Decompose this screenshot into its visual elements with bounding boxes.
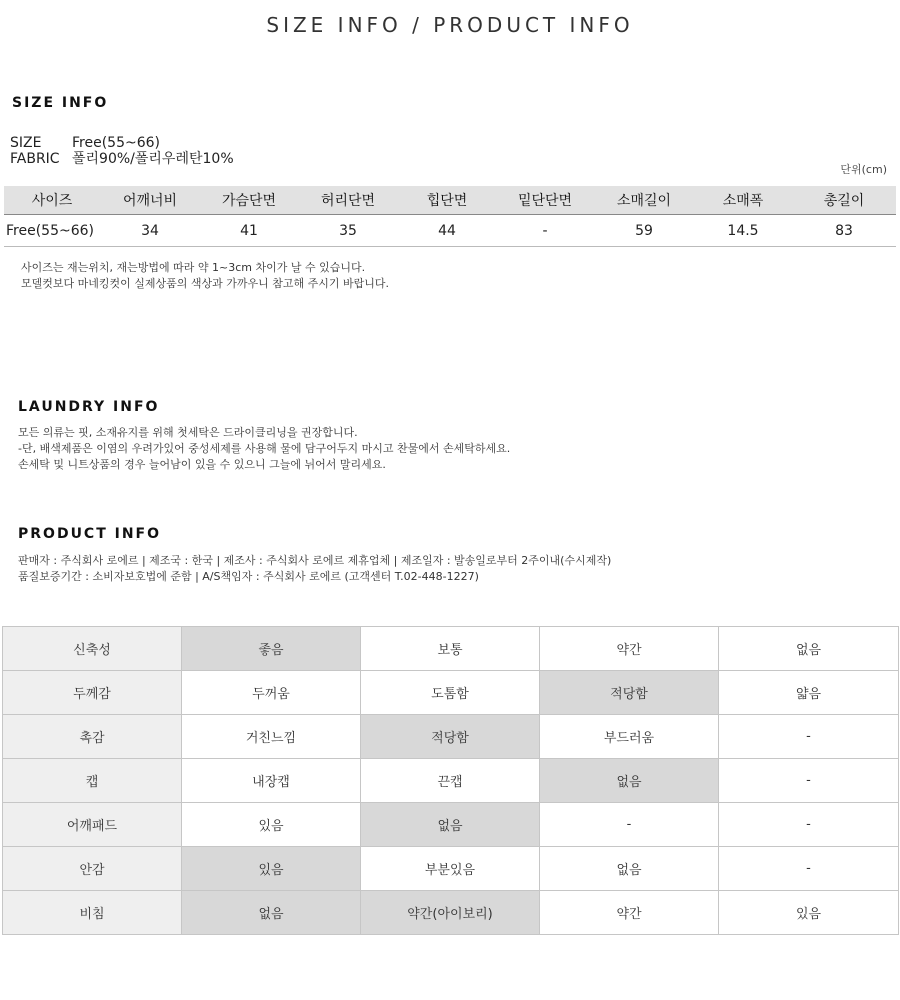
size-table-cell: 44	[398, 215, 496, 247]
size-table-header: 총길이	[792, 186, 896, 215]
fabric-value: 폴리90%/폴리우레탄10%	[72, 151, 234, 167]
fabric-option-cell: 적당함	[361, 715, 540, 759]
fabric-option-cell: 없음	[182, 891, 361, 935]
fabric-option-cell: 약간(아이보리)	[361, 891, 540, 935]
laundry-line: 손세탁 및 니트상품의 경우 늘어남이 있을 수 있으니 그늘에 뉘어서 말리세요.	[18, 458, 386, 471]
fabric-option-cell: 두꺼움	[182, 671, 361, 715]
size-table-header: 허리단면	[298, 186, 398, 215]
size-table-cell: -	[496, 215, 594, 247]
product-line: 판매자 : 주식회사 로에르 | 제조국 : 한국 | 제조사 : 주식회사 로에르 제휴업체 | 제조일자 : 발송일로부터 2주이내(수시제작)	[18, 554, 612, 567]
fabric-option-cell: 없음	[719, 627, 899, 671]
product-info-heading: PRODUCT INFO	[18, 526, 162, 542]
fabric-option-cell: 내장캡	[182, 759, 361, 803]
fabric-option-cell: -	[719, 803, 899, 847]
fabric-option-cell: 약간	[540, 891, 719, 935]
size-note-line: 사이즈는 재는위치, 재는방법에 따라 약 1~3cm 차이가 날 수 있습니다.	[21, 261, 366, 274]
laundry-line: 모든 의류는 핏, 소재유지를 위해 첫세탁은 드라이클리닝을 권장합니다.	[18, 426, 358, 439]
size-table-cell: 83	[792, 215, 896, 247]
size-table-header: 가슴단면	[200, 186, 298, 215]
size-table-cell: Free(55~66)	[4, 215, 100, 247]
size-spec-row	[10, 135, 160, 151]
size-table-header: 힙단면	[398, 186, 496, 215]
fabric-row-label: 어깨패드	[3, 803, 182, 847]
fabric-row-label: 비침	[3, 891, 182, 935]
fabric-option-cell: 없음	[361, 803, 540, 847]
product-notes	[18, 553, 611, 585]
fabric-row	[3, 759, 899, 803]
fabric-option-cell: 얇음	[719, 671, 899, 715]
size-table	[4, 186, 896, 247]
fabric-option-cell: -	[540, 803, 719, 847]
fabric-option-cell: 있음	[182, 803, 361, 847]
fabric-option-cell: 약간	[540, 627, 719, 671]
fabric-property-table	[2, 626, 899, 935]
fabric-label: FABRIC	[10, 151, 60, 167]
size-info-heading: SIZE INFO	[12, 95, 109, 111]
fabric-option-cell: 없음	[540, 759, 719, 803]
fabric-option-cell: -	[719, 715, 899, 759]
laundry-line: -단, 배색제품은 이염의 우려가있어 중성세제를 사용해 물에 담구어두지 마시고 찬물에서 손세탁하세요.	[18, 442, 511, 455]
size-table-header: 소매길이	[594, 186, 694, 215]
laundry-notes	[18, 425, 510, 473]
page-title: SIZE INFO / PRODUCT INFO	[266, 13, 634, 37]
fabric-row	[3, 803, 899, 847]
fabric-option-cell: 보통	[361, 627, 540, 671]
fabric-option-cell: 있음	[182, 847, 361, 891]
size-table-header: 어깨너비	[100, 186, 200, 215]
fabric-option-cell: -	[719, 759, 899, 803]
size-note-line: 모델컷보다 마네킹컷이 실제상품의 색상과 가까우니 참고해 주시기 바랍니다.	[21, 277, 390, 290]
fabric-option-cell: 없음	[540, 847, 719, 891]
fabric-row	[3, 627, 899, 671]
fabric-option-cell: 부드러움	[540, 715, 719, 759]
size-table-header: 밑단단면	[496, 186, 594, 215]
size-notes	[21, 260, 389, 292]
table-row	[4, 215, 896, 247]
size-value: Free(55~66)	[72, 135, 160, 151]
fabric-option-cell: -	[719, 847, 899, 891]
size-table-header-row	[4, 186, 896, 215]
unit-label: 단위(cm)	[840, 163, 887, 176]
fabric-row-label: 두께감	[3, 671, 182, 715]
fabric-option-cell: 끈캡	[361, 759, 540, 803]
size-table-cell: 59	[594, 215, 694, 247]
fabric-option-cell: 거친느낌	[182, 715, 361, 759]
size-table-header: 사이즈	[4, 186, 100, 215]
size-table-cell: 14.5	[694, 215, 792, 247]
fabric-row-label: 신축성	[3, 627, 182, 671]
laundry-info-heading: LAUNDRY INFO	[18, 399, 160, 415]
fabric-option-cell: 적당함	[540, 671, 719, 715]
fabric-option-cell: 좋음	[182, 627, 361, 671]
product-line: 품질보증기간 : 소비자보호법에 준함 | A/S책임자 : 주식회사 로에르 (고객센터 T.02-448-1227)	[18, 570, 479, 583]
size-table-cell: 35	[298, 215, 398, 247]
fabric-option-cell: 도톰함	[361, 671, 540, 715]
fabric-option-cell: 부분있음	[361, 847, 540, 891]
fabric-row-label: 촉감	[3, 715, 182, 759]
fabric-row	[3, 891, 899, 935]
fabric-row	[3, 671, 899, 715]
fabric-spec-row	[10, 151, 234, 167]
size-table-cell: 41	[200, 215, 298, 247]
size-table-header: 소매폭	[694, 186, 792, 215]
fabric-row-label: 안감	[3, 847, 182, 891]
size-table-cell: 34	[100, 215, 200, 247]
fabric-row	[3, 847, 899, 891]
fabric-row	[3, 715, 899, 759]
fabric-row-label: 캡	[3, 759, 182, 803]
size-label: SIZE	[10, 135, 42, 151]
fabric-option-cell: 있음	[719, 891, 899, 935]
